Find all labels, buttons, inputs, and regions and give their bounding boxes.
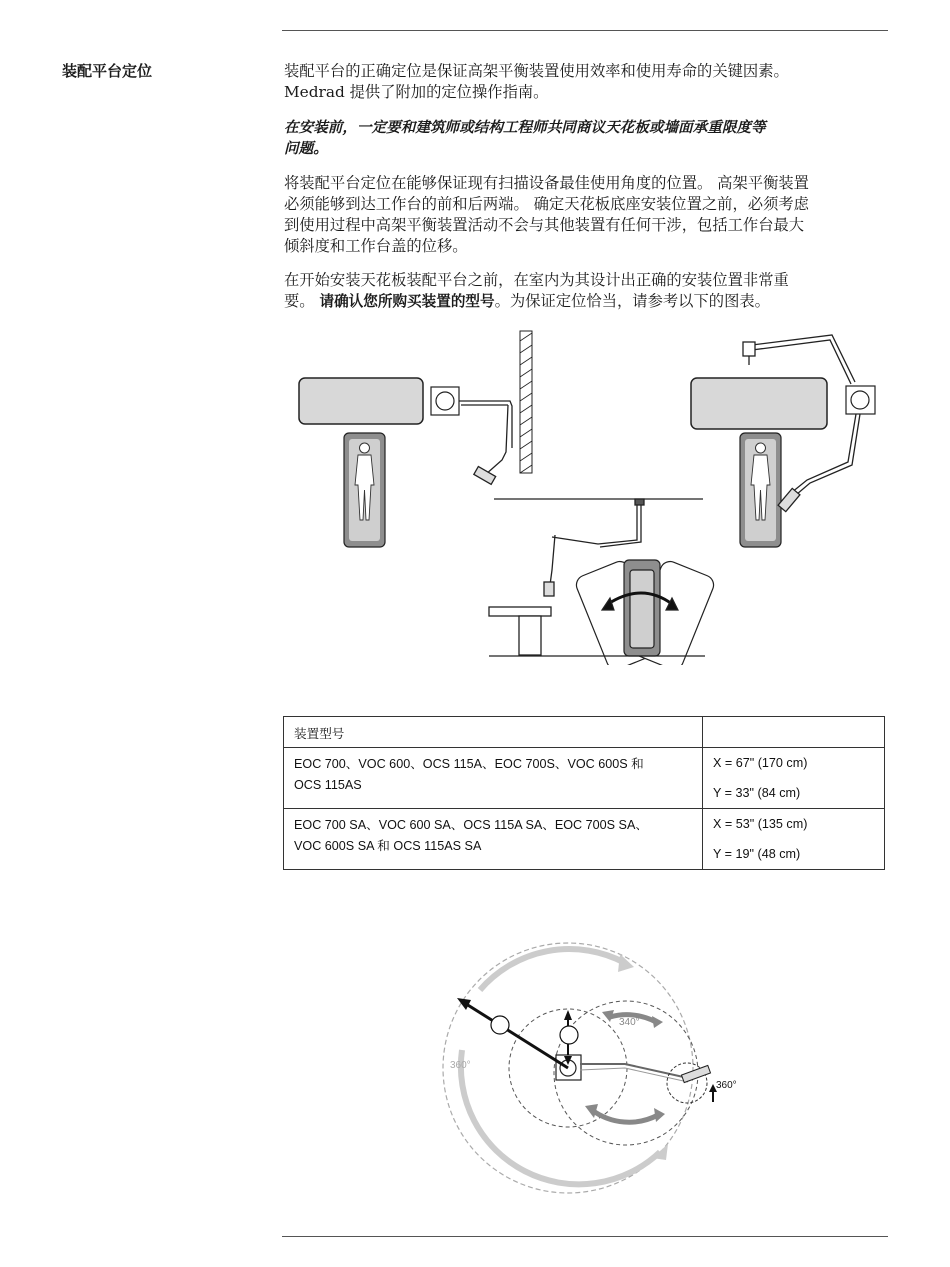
rotation-range-diagram (430, 930, 760, 1200)
warning-paragraph (284, 117, 888, 159)
model-list-line2: OCS 115AS (294, 778, 362, 792)
workbench (489, 607, 551, 655)
bottom-rule (282, 1236, 888, 1237)
table-row (284, 809, 885, 870)
header-dimension (703, 717, 885, 748)
tilting-tables (573, 559, 716, 665)
p4-emphasis: 请确认您所购买装置的型号 (319, 293, 495, 310)
label-360-left: 360° (450, 1060, 471, 1071)
table-header-row (284, 717, 885, 748)
table-row (284, 748, 885, 809)
p3-line4: 倾斜度和工作台盖的位移。 (284, 237, 468, 255)
section-heading: 装配平台定位 (62, 62, 153, 80)
scanner-gantry-right (691, 378, 827, 429)
wall-arm-left (459, 401, 512, 484)
arm-to-head (580, 1064, 688, 1078)
header-model: 装置型号 (284, 717, 703, 748)
extended-arm (463, 1002, 568, 1068)
installation-layout-illustration (280, 320, 890, 665)
placement-paragraph (284, 173, 888, 257)
arm-sweep-arc-lower (592, 1110, 658, 1122)
intro-paragraph (284, 61, 888, 103)
dimension-y: Y = 33" (84 cm) (713, 786, 801, 800)
p3-line3: 到使用过程中高架平衡装置活动不会与其他装置有任何干涉，包括工作台最大 (284, 216, 805, 234)
dimension-x: X = 53" (135 cm) (713, 817, 808, 831)
dimension-y: Y = 19" (48 cm) (713, 847, 801, 861)
model-list-line1: EOC 700、VOC 600、OCS 115A、EOC 700S、VOC 600S 和 (294, 757, 644, 771)
install-paragraph (284, 270, 888, 312)
dimension-x: X = 67" (170 cm) (713, 756, 808, 770)
label-360-right: 360° (716, 1080, 737, 1091)
model-list-line2: VOC 600S SA 和 OCS 115AS SA (294, 839, 482, 853)
label-340: 340° (619, 1017, 640, 1028)
scanner-gantry-left (299, 378, 423, 424)
patient-table-left (344, 433, 385, 547)
p1-line2: Medrad 提供了附加的定位操作指南。 (284, 83, 549, 101)
model-list-line1: EOC 700 SA、VOC 600 SA、OCS 115A SA、EOC 700S SA、 (294, 818, 648, 832)
wall-hatch (520, 331, 532, 473)
p4-line2c: 。为保证定位恰当，请参考以下的图表。 (494, 292, 770, 310)
p1-line1: 装配平台的正确定位是保证高架平衡装置使用效率和使用寿命的关键因素。 (284, 62, 789, 80)
p2-line1: 在安装前，一定要和建筑师或结构工程师共同商议天花板或墙面承重限度等 (284, 119, 766, 136)
outer-sweep-arc (480, 949, 625, 990)
p3-line1: 将装配平台定位在能够保证现有扫描设备最佳使用角度的位置。 高架平衡装置 (284, 174, 809, 192)
p4-line2a: 要。 (284, 292, 320, 310)
p2-line2: 问题。 (284, 140, 328, 157)
p4-line1: 在开始安装天花板装配平台之前，在室内为其设计出正确的安装位置非常重 (284, 271, 789, 289)
model-dimension-table (283, 716, 885, 870)
top-rule (282, 30, 888, 31)
p3-line2: 必须能够到达工作台的前和后两端。 确定天花板底座安装位置之前，必须考虑 (284, 195, 809, 213)
patient-table-right (740, 433, 781, 547)
injector-head (681, 1065, 710, 1082)
